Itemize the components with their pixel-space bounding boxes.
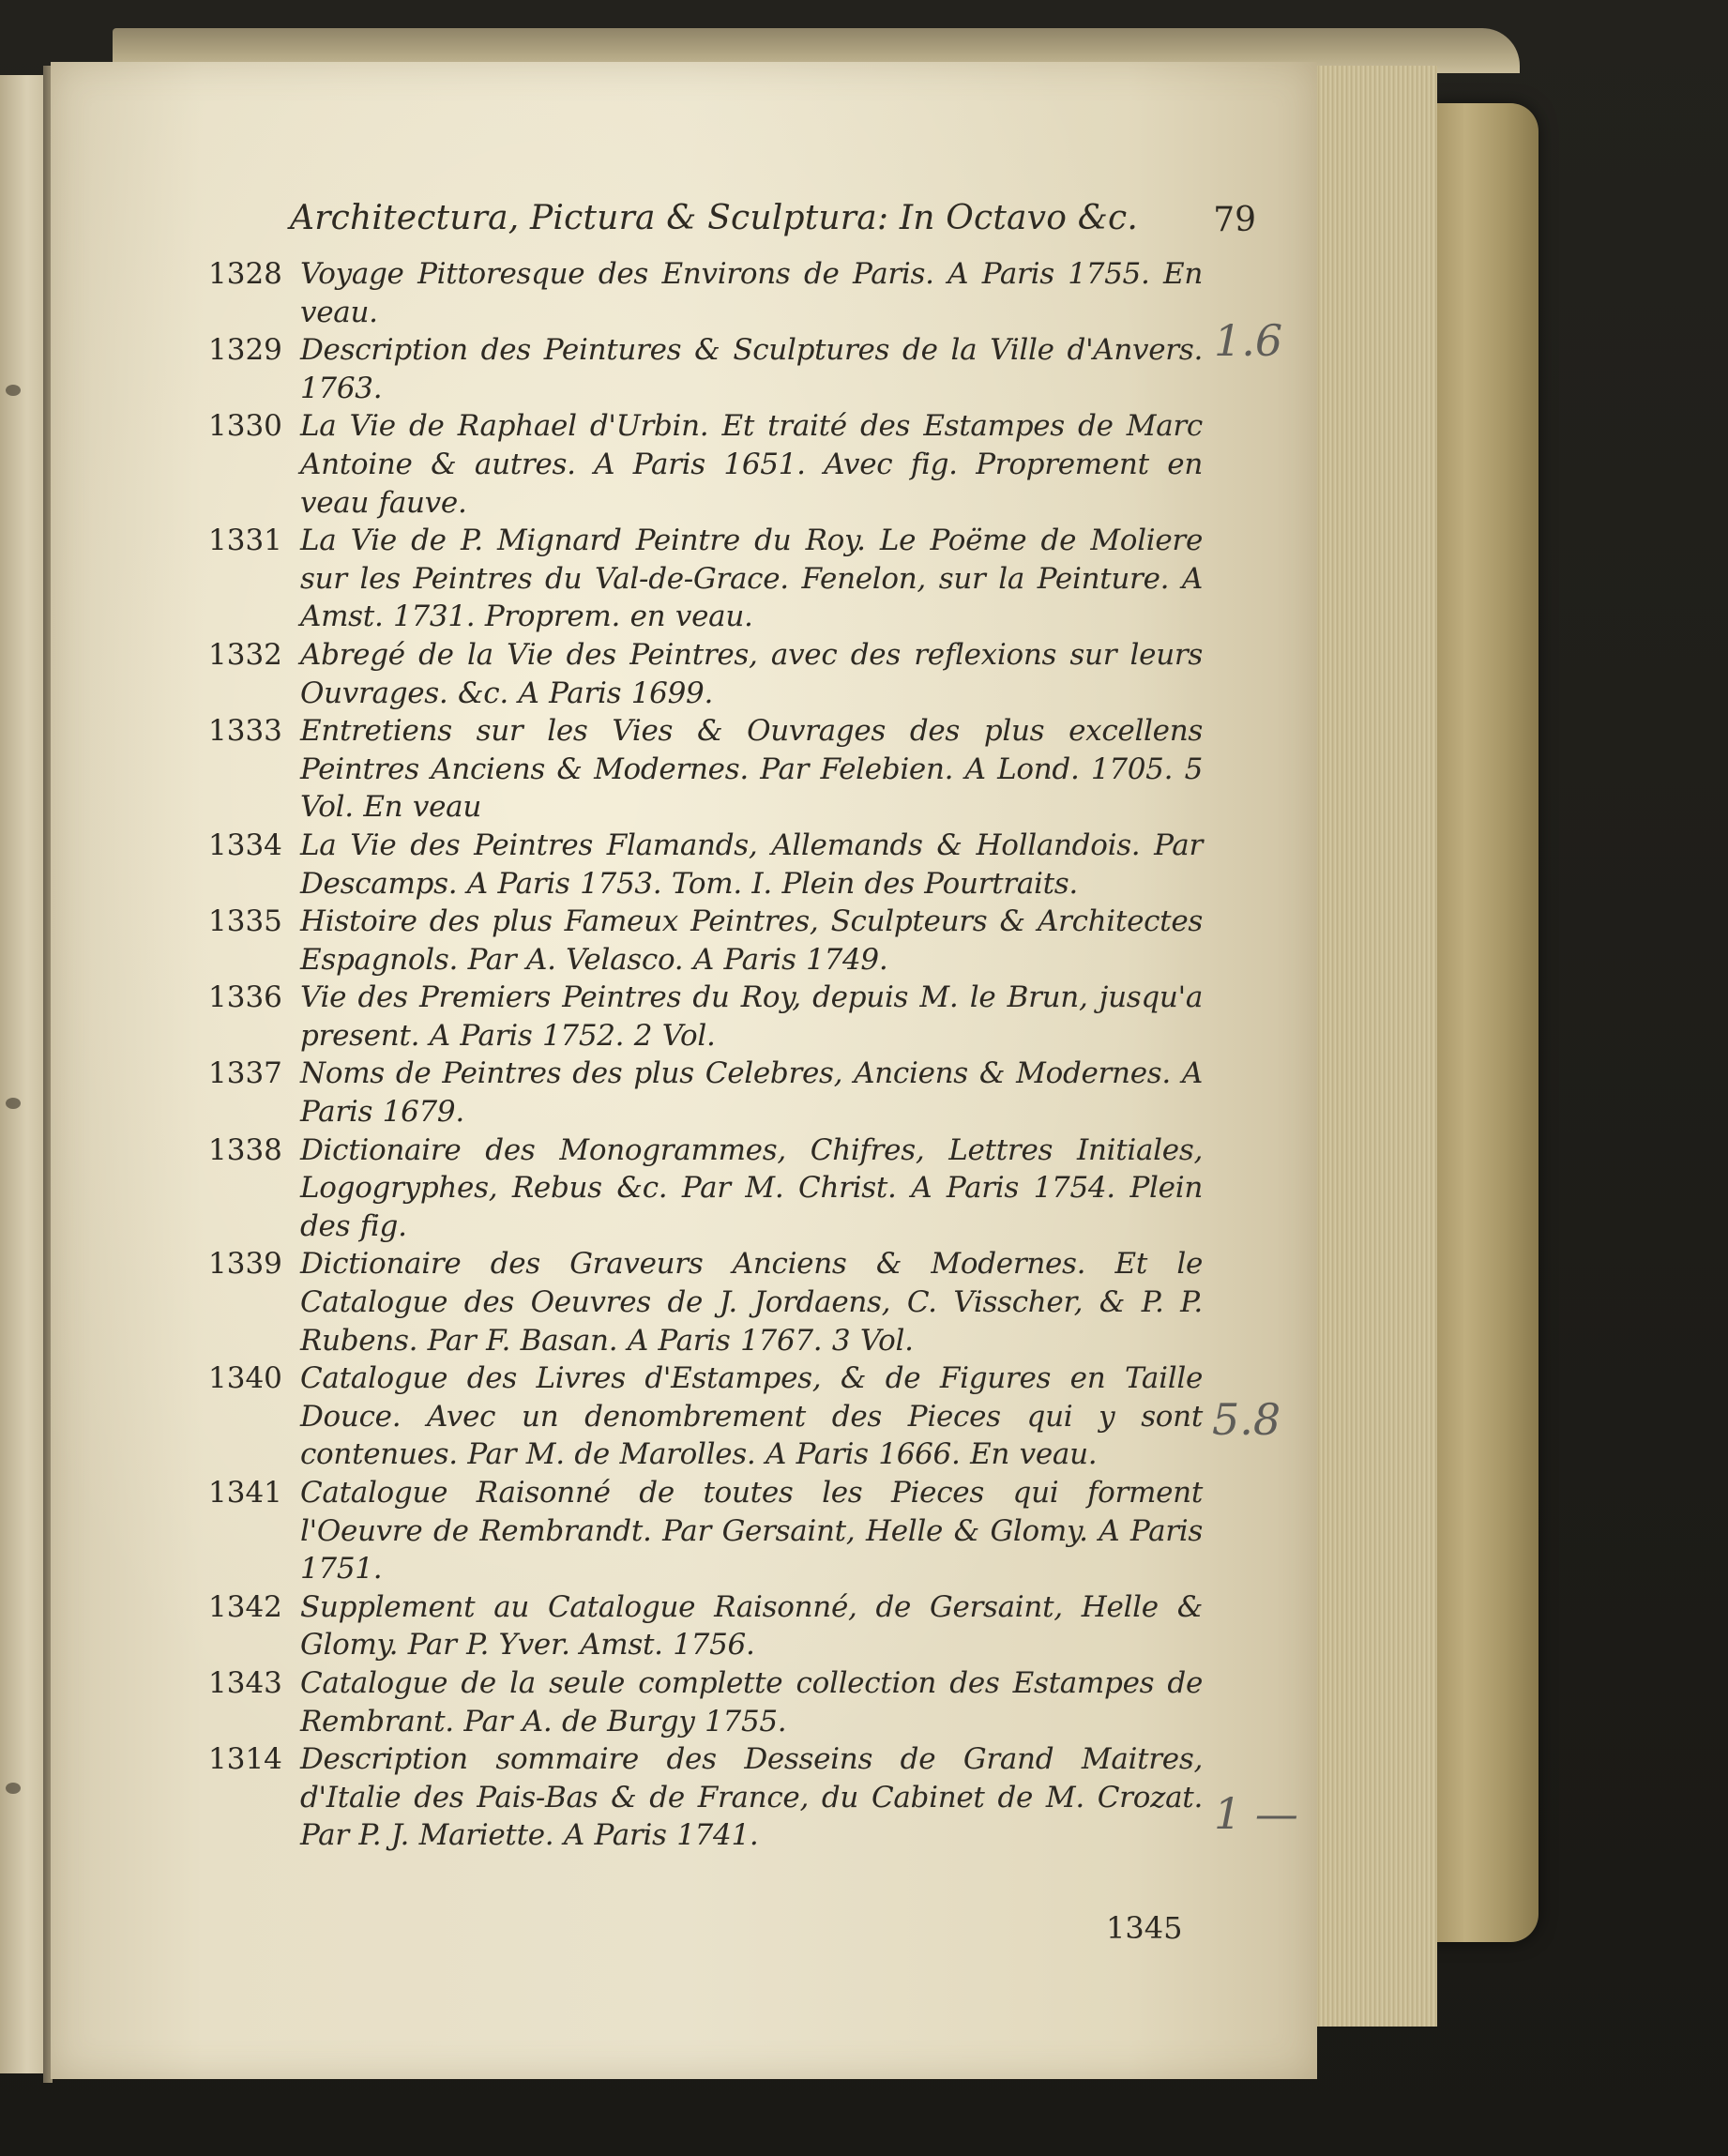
running-head: Architectura, Pictura & Sculptura: In Octavo &c. xyxy=(290,199,1138,237)
catchword: 1345 xyxy=(1106,1910,1183,1946)
entry-number: 1329 xyxy=(208,333,282,368)
entry-number: 1340 xyxy=(208,1361,282,1396)
entry-text: La Vie de P. Mignard Peintre du Roy. Le Poëme de Moliere sur les Peintres du Val-de-Grace. Fenelon, sur la Peinture. A Amst. 1731. Proprem. en veau. xyxy=(300,524,1203,634)
binding-hole xyxy=(6,1098,21,1109)
page-number: 79 xyxy=(1213,201,1256,239)
entry-number: 1339 xyxy=(208,1247,282,1282)
entry-text: Histoire des plus Fameux Peintres, Sculpteurs & Architectes Espagnols. Par A. Velasco. A Paris 1749. xyxy=(300,904,1203,977)
catalogue-entry xyxy=(208,1359,1203,1474)
page-fore-edge xyxy=(1313,66,1437,2027)
catalogue-entry xyxy=(208,712,1203,827)
entry-text: Catalogue Raisonné de toutes les Pieces qui forment l'Oeuvre de Rembrandt. Par Gersaint, Helle & Glomy. A Paris 1751. xyxy=(300,1476,1203,1587)
entry-text: La Vie des Peintres Flamands, Allemands & Hollandois. Par Descamps. A Paris 1753. Tom. I. Plein des Pourtraits. xyxy=(300,827,1203,901)
catalogue-entry xyxy=(208,827,1203,903)
entry-text: Description sommaire des Desseins de Grand Maitres, d'Italie des Pais-Bas & de France, du Cabinet de M. Crozat. Par P. J. Mariette. A Paris 1741. xyxy=(300,1742,1203,1853)
catalogue-entry xyxy=(208,1055,1203,1131)
pencil-annotation: 1.6 xyxy=(1214,315,1283,366)
catalogue-entry xyxy=(208,522,1203,636)
entry-number: 1330 xyxy=(208,409,282,444)
entry-number: 1342 xyxy=(208,1589,282,1624)
entry-number: 1335 xyxy=(208,904,282,939)
entry-text: Vie des Premiers Peintres du Roy, depuis M. le Brun, jusqu'a present. A Paris 1752. 2 Vol. xyxy=(300,980,1203,1053)
entry-text: Dictionaire des Monogrammes, Chifres, Lettres Initiales, Logogryphes, Rebus &c. Par M. Christ. A Paris 1754. Plein des fig. xyxy=(300,1132,1203,1243)
book-page xyxy=(51,62,1317,2079)
facing-page-edge xyxy=(0,75,47,2073)
entry-number: 1333 xyxy=(208,714,282,749)
entry-text: Description des Peintures & Sculptures de la Ville d'Anvers. 1763. xyxy=(300,333,1203,405)
pencil-annotation: 5.8 xyxy=(1212,1394,1281,1445)
catalogue-entry xyxy=(208,903,1203,979)
entry-number: 1337 xyxy=(208,1056,282,1091)
entry-number: 1343 xyxy=(208,1665,282,1700)
catalogue-entry xyxy=(208,1131,1203,1246)
entry-text: Abregé de la Vie des Peintres, avec des reflexions sur leurs Ouvrages. &c. A Paris 1699. xyxy=(300,637,1203,710)
catalogue-entry xyxy=(208,1588,1203,1664)
catalogue-entry xyxy=(208,979,1203,1055)
entry-text: Supplement au Catalogue Raisonné, de Gersaint, Helle & Glomy. Par P. Yver. Amst. 1756. xyxy=(300,1589,1203,1663)
catalogue-entry xyxy=(208,1740,1203,1855)
entry-text: Dictionaire des Graveurs Anciens & Modernes. Et le Catalogue des Oeuvres de J. Jordaens, C. Visscher, & P. P. Rubens. Par F. Basan. A Paris 1767. 3 Vol. xyxy=(300,1247,1203,1358)
pencil-annotation: 1 — xyxy=(1214,1788,1298,1839)
catalogue-entries xyxy=(208,255,1203,1855)
entry-number: 1328 xyxy=(208,257,282,291)
catalogue-entry xyxy=(208,1664,1203,1740)
entry-number: 1314 xyxy=(208,1742,282,1777)
catalogue-entry xyxy=(208,255,1203,331)
entry-text: Catalogue des Livres d'Estampes, & de Figures en Taille Douce. Avec un denombrement des Pieces qui y sont contenues. Par M. de Marolles. A Paris 1666. En veau. xyxy=(300,1361,1203,1472)
entry-text: Voyage Pittoresque des Environs de Paris. A Paris 1755. En veau. xyxy=(300,257,1203,329)
entry-number: 1338 xyxy=(208,1132,282,1167)
catalogue-entry xyxy=(208,1245,1203,1359)
entry-number: 1332 xyxy=(208,637,282,672)
entry-text: Noms de Peintres des plus Celebres, Anciens & Modernes. A Paris 1679. xyxy=(300,1056,1203,1130)
entry-number: 1336 xyxy=(208,980,282,1015)
entry-text: Entretiens sur les Vies & Ouvrages des plus excellens Peintres Anciens & Modernes. Par Felebien. A Lond. 1705. 5 Vol. En veau xyxy=(300,714,1203,825)
page-header xyxy=(290,199,1256,248)
entry-text: La Vie de Raphael d'Urbin. Et traité des Estampes de Marc Antoine & autres. A Paris 1651. Avec fig. Proprement en veau fauve. xyxy=(300,409,1203,520)
binding-hole xyxy=(6,385,21,396)
vellum-cover xyxy=(1426,103,1539,1942)
entry-text: Catalogue de la seule complette collection des Estampes de Rembrant. Par A. de Burgy 1755. xyxy=(300,1665,1203,1738)
binding-hole xyxy=(6,1783,21,1794)
entry-number: 1331 xyxy=(208,524,282,558)
entry-number: 1341 xyxy=(208,1476,282,1510)
catalogue-entry xyxy=(208,407,1203,522)
entry-number: 1334 xyxy=(208,827,282,862)
catalogue-entry xyxy=(208,636,1203,712)
catalogue-entry xyxy=(208,331,1203,407)
catalogue-entry xyxy=(208,1474,1203,1588)
